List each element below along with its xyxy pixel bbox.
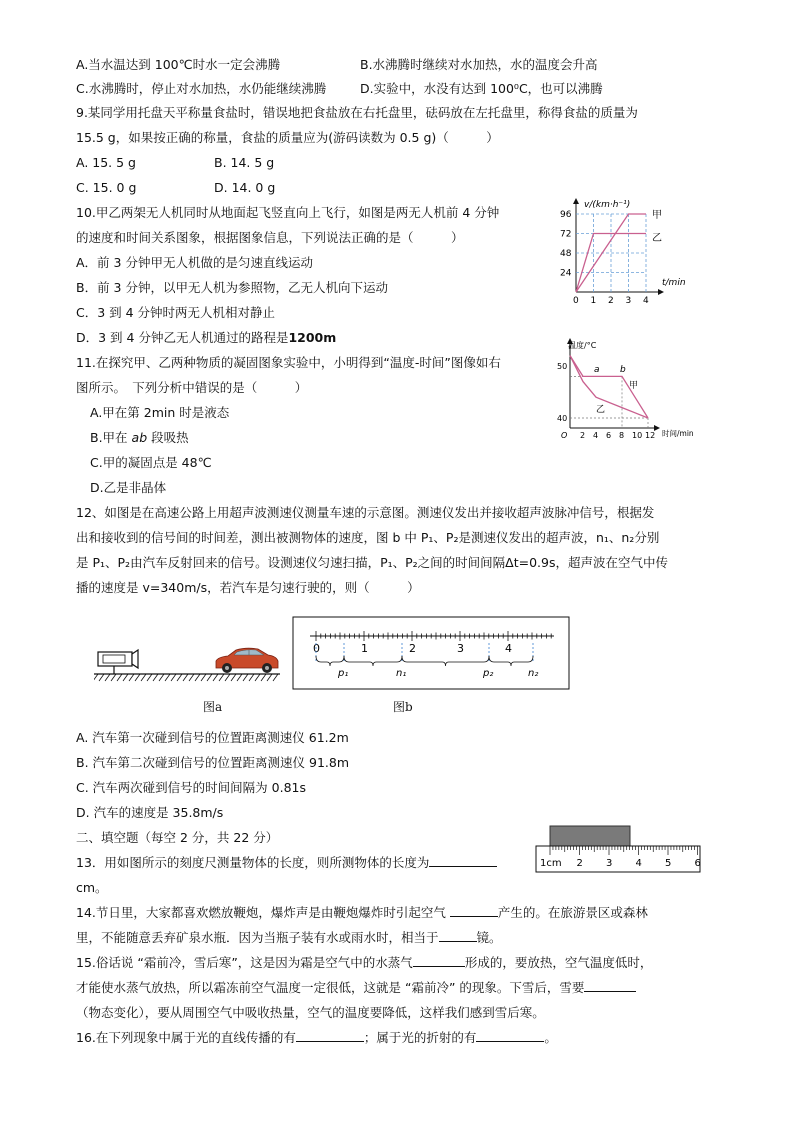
q14-text4: 镜。: [476, 930, 502, 945]
section-two-heading: 二、填空题（每空 2 分，共 22 分）: [76, 830, 279, 845]
q14-text2: 产生的。在旅游景区或森林: [497, 905, 648, 920]
road-hatching: [94, 674, 278, 681]
q11-x-tick-label: O: [561, 431, 568, 440]
q10-option-d-value: 1200m: [288, 330, 337, 345]
q10-series-yi-line: [576, 234, 646, 293]
ruler-number: 3: [606, 858, 613, 869]
q11-option-c: C.甲的凝固点是 48℃: [90, 455, 212, 470]
q11-y-label: 温度/°C: [568, 341, 597, 350]
q9-stem-line2: 15.5 g，如果按正确的称量，食盐的质量应为(游码读数为 0.5 g)（ ）: [76, 130, 499, 145]
ruler-number: 6: [694, 858, 701, 869]
road-hatch-line: [99, 674, 104, 681]
q10-stem-line1: 10.甲乙两架无人机同时从地面起飞竖直向上飞行，如图是两无人机前 4 分钟: [76, 205, 500, 220]
q9-stem-line1: 9.某同学用托盘天平称量食盐时，错误地把食盐放在右托盘里，砝码放在左托盘里，称得食盐的质量为: [76, 105, 638, 120]
q11-option-b-ab: ab: [131, 430, 148, 445]
road-hatch-line: [237, 674, 242, 681]
q12-figure-b-label: 图b: [393, 700, 413, 714]
road-hatch-line: [195, 674, 200, 681]
q12-figure-b: [292, 616, 572, 690]
q11-point-b: b: [620, 365, 626, 375]
road-hatch-line: [147, 674, 152, 681]
q16-blank2[interactable]: [476, 1029, 544, 1042]
road-hatch-line: [207, 674, 212, 681]
q13-ruler-figure: [534, 824, 704, 874]
q15-blank2[interactable]: [584, 979, 636, 992]
q10-y-tick-label: 72: [560, 229, 572, 240]
q9-option-a: A. 15. 5 g: [76, 155, 136, 170]
signal-p1-label: p₁: [338, 668, 349, 679]
road-hatch-line: [213, 674, 218, 681]
q16-text1: 16.在下列现象中属于光的直线传播的有: [76, 1030, 296, 1045]
q11-option-b-pre: B.甲在: [90, 430, 132, 445]
q14-text3: 里，不能随意丢弃矿泉水瓶．因为当瓶子装有水或雨水时，相当于: [76, 930, 439, 945]
q13-stem: [76, 854, 497, 872]
car-icon: [216, 648, 278, 673]
q16-text2: ；属于光的折射的有: [363, 1030, 477, 1045]
q11-point-a: a: [594, 365, 600, 375]
road-hatch-line: [273, 674, 278, 681]
q10-x-tick-label: 0: [573, 296, 579, 306]
q10-option-d: [76, 329, 336, 347]
speed-detector-icon: [98, 650, 138, 674]
q14-text1: 14.节日里，大家都喜欢燃放鞭炮，爆炸声是由鞭炮爆炸时引起空气: [76, 905, 450, 920]
measured-object: [550, 826, 630, 846]
q15-text1: 15.俗话说 “霜前冷，雪后寒”，这是因为霜是空气中的水蒸气: [76, 955, 413, 970]
q12-figure-a-label: 图a: [203, 700, 223, 714]
scan-scale-number: 0: [313, 642, 320, 655]
signal-p2-label: p₂: [483, 668, 494, 679]
q12-stem-line4: 播的速度是 v=340m/s，若汽车是匀速行驶的，则（ ）: [76, 580, 420, 595]
q15-text2: 形成的，要放热，空气温度低时，: [464, 955, 653, 970]
q16-blank1[interactable]: [296, 1029, 364, 1042]
q14-line1: [76, 904, 648, 922]
q10-y-tick-label: 48: [560, 249, 572, 259]
q13-blank[interactable]: [429, 854, 497, 867]
ruler-number: 5: [665, 858, 672, 869]
q11-x-label: 时间/min: [662, 429, 694, 438]
q13-text: 13．用如图所示的刻度尺测量物体的长度，则所测物体的长度为: [76, 855, 430, 870]
q14-blank2[interactable]: [439, 929, 477, 942]
q11-x-tick-label: 6: [606, 431, 612, 440]
ruler-number: 2: [576, 858, 583, 869]
ruler-number: 4: [635, 858, 642, 869]
q10-series-label-jia: 甲: [652, 210, 662, 221]
road-hatch-line: [243, 674, 248, 681]
q12-option-d: D. 汽车的速度是 35.8m/s: [76, 805, 224, 820]
q15-line1: [76, 954, 652, 972]
q11-x-tick-label: 10: [632, 431, 643, 440]
q11-y-tick-label: 40: [557, 414, 568, 423]
road-hatch-line: [177, 674, 182, 681]
scan-scale-number: 4: [505, 642, 512, 655]
road-hatch-line: [171, 674, 176, 681]
q8-option-a: A.当水温达到 100℃时水一定会沸腾: [76, 57, 281, 72]
road-hatch-line: [129, 674, 134, 681]
q12-option-b: B. 汽车第二次碰到信号的位置距离测速仪 91.8m: [76, 755, 350, 770]
q10-x-arrow: [658, 289, 664, 295]
ruler-unit-label: 1cm: [540, 858, 562, 869]
q15-line3: （物态变化），要从周围空气中吸收热量，空气的温度要降低，这样我们感到雪后寒。: [76, 1005, 545, 1020]
q10-y-tick-label: 96: [560, 210, 572, 220]
q11-y-tick-label: 50: [557, 362, 568, 371]
q11-x-tick-label: 8: [619, 431, 625, 440]
road-hatch-line: [165, 674, 170, 681]
q12-option-a: A. 汽车第一次碰到信号的位置距离测速仪 61.2m: [76, 730, 349, 745]
road-hatch-line: [219, 674, 224, 681]
road-hatch-line: [153, 674, 158, 681]
q10-y-arrow: [573, 198, 579, 204]
scan-scale-number: 2: [409, 642, 416, 655]
road-hatch-line: [111, 674, 116, 681]
q10-x-tick-label: 2: [608, 296, 614, 306]
q10-option-d-text: D．3 到 4 分钟乙无人机通过的路程是: [76, 330, 289, 345]
q9-option-c: C. 15. 0 g: [76, 180, 137, 195]
q8-option-c: C.水沸腾时，停止对水加热，水仍能继续沸腾: [76, 81, 327, 96]
q15-blank1[interactable]: [413, 954, 465, 967]
q9-option-d: D. 14. 0 g: [214, 180, 276, 195]
q10-option-c: C．3 到 4 分钟时两无人机相对静止: [76, 305, 276, 320]
road-hatch-line: [225, 674, 230, 681]
q10-x-label: t/min: [662, 278, 686, 288]
q11-stem-line2: 图所示。 下列分析中错误的是（ ）: [76, 380, 308, 395]
q11-series-label-jia: 甲: [629, 381, 639, 391]
road-hatch-line: [261, 674, 266, 681]
q10-y-tick-label: 24: [560, 268, 572, 279]
q10-x-tick-label: 3: [625, 296, 632, 306]
signal-n1-label: n₁: [396, 668, 407, 679]
q16-line1: [76, 1029, 557, 1047]
q13-unit: cm。: [76, 880, 108, 895]
road-hatch-line: [117, 674, 122, 681]
q10-stem-line2: 的速度和时间关系图象，根据图象信息，下列说法正确的是（ ）: [76, 230, 464, 245]
road-hatch-line: [249, 674, 254, 681]
road-hatch-line: [141, 674, 146, 681]
road-hatch-line: [189, 674, 194, 681]
signal-n2-label: n₂: [528, 668, 539, 679]
q10-y-label: v/(km·h⁻¹): [584, 200, 631, 210]
road-hatch-line: [159, 674, 164, 681]
q11-option-a: A.甲在第 2min 时是液态: [90, 405, 230, 420]
road-hatch-line: [123, 674, 128, 681]
q11-x-tick-label: 4: [593, 431, 599, 440]
road-hatch-line: [135, 674, 140, 681]
q10-x-tick-label: 4: [643, 296, 649, 306]
q8-option-b: B.水沸腾时继续对水加热，水的温度会升高: [360, 57, 598, 72]
q9-option-b: B. 14. 5 g: [214, 155, 275, 170]
q11-x-tick-label: 2: [580, 431, 586, 440]
q8-option-d: D.实验中，水没有达到 100⁰C，也可以沸腾: [360, 81, 603, 96]
q16-text3: 。: [544, 1030, 557, 1045]
q11-option-d: D.乙是非晶体: [90, 480, 167, 495]
q11-temperature-time-graph: [556, 336, 726, 444]
q15-text3: 才能使水蒸气放热，所以霜冻前空气温度一定很低，这就是 “霜前冷” 的现象。下雪后，雪要: [76, 980, 585, 995]
q12-stem-line3: 是 P₁、P₂由汽车反射回来的信号。设测速仪匀速扫描，P₁、P₂之间的时间间隔Δt=0.9s，超声波在空气中传: [76, 555, 668, 570]
road-hatch-line: [231, 674, 236, 681]
q10-option-b: B．前 3 分钟，以甲无人机为参照物，乙无人机向下运动: [76, 280, 388, 295]
q11-option-b: [90, 429, 189, 447]
q10-x-tick-label: 1: [590, 296, 597, 306]
road-hatch-line: [201, 674, 206, 681]
q12-figure-a: [94, 638, 284, 684]
scan-scale-number: 1: [361, 642, 368, 655]
road-hatch-line: [267, 674, 272, 681]
q12-option-c: C. 汽车两次碰到信号的时间间隔为 0.81s: [76, 780, 306, 795]
q11-series-label-yi: 乙: [596, 405, 606, 415]
q10-series-label-yi: 乙: [652, 233, 662, 244]
q11-option-b-post: 段吸热: [147, 430, 189, 445]
q15-line2: [76, 979, 636, 997]
road-hatch-line: [255, 674, 260, 681]
road-hatch-line: [105, 674, 110, 681]
q11-stem-line1: 11.在探究甲、乙两种物质的凝固图象实验中，小明得到“温度-时间”图像如右: [76, 355, 501, 370]
q12-stem-line2: 出和接收到的信号间的时间差，测出被测物体的速度，图 b 中 P₁、P₂是测速仪发出的超声波，n₁、n₂分别: [76, 530, 660, 545]
road-hatch-line: [94, 674, 98, 681]
q12-stem-line1: 12、如图是在高速公路上用超声波测速仪测量车速的示意图。测速仪发出并接收超声波脉冲信号，根据发: [76, 505, 655, 520]
q11-x-tick-label: 12: [645, 431, 656, 440]
q14-blank1[interactable]: [450, 904, 498, 917]
scan-scale-number: 3: [457, 642, 464, 655]
q10-velocity-time-graph: [556, 196, 706, 306]
q10-option-a: A．前 3 分钟甲无人机做的是匀速直线运动: [76, 255, 313, 270]
road-hatch-line: [183, 674, 188, 681]
q14-line2: [76, 929, 502, 947]
q10-grid: [576, 214, 646, 292]
